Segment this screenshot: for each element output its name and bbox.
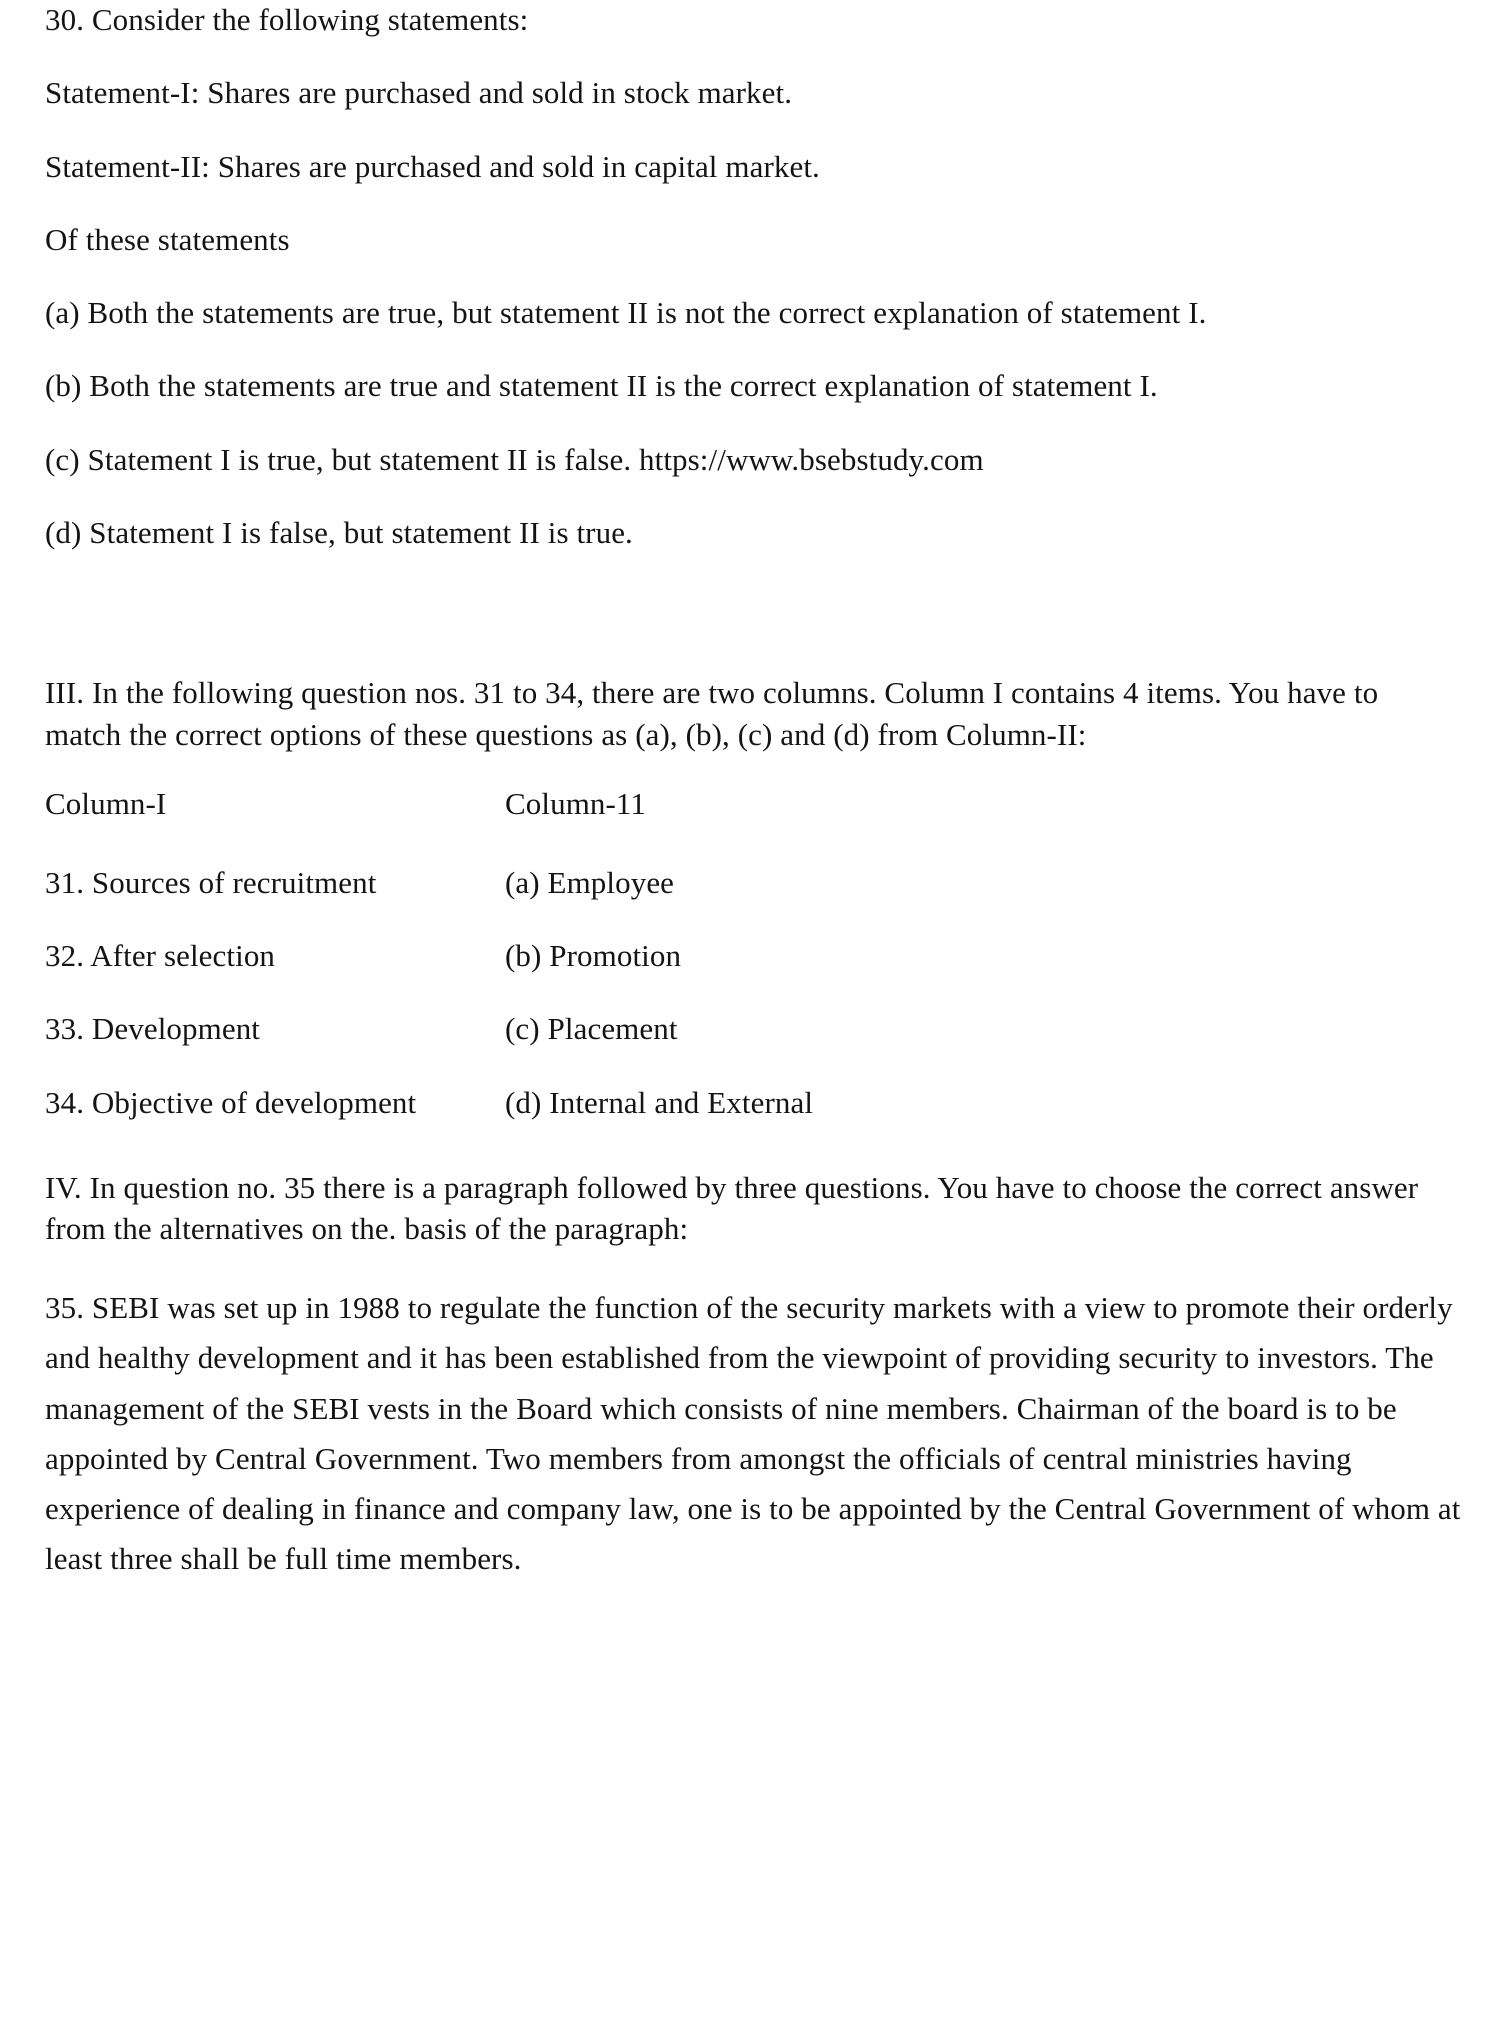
matching-table-header-row [45, 785, 1465, 864]
question-30-stem: 30. Consider the following statements: [45, 2, 529, 37]
section-iv-block [45, 1167, 1465, 1585]
question-30-option-a: (a) Both the statements are true, but statement II is not the correct explanation of statement I. [45, 295, 1207, 331]
column-i-header: Column-I [45, 785, 167, 821]
match-option-c: (c) Placement [505, 1011, 678, 1047]
question-30-statement-1: Statement-I: Shares are purchased and sold in stock market. [45, 75, 793, 111]
table-row [45, 1084, 1465, 1157]
section-iii-block [45, 672, 1465, 1156]
question-30-statement-2: Statement-II: Shares are purchased and sold in capital market. [45, 148, 820, 184]
question-30-option-b: (b) Both the statements are true and statement II is the correct explanation of statement I. [45, 368, 1158, 404]
match-item-32: 32. After selection [45, 938, 276, 974]
column-ii-header: Column-11 [505, 785, 646, 821]
question-30-lead-in: Of these statements [45, 221, 290, 257]
section-iv-instruction: IV. In question no. 35 there is a paragraph followed by three questions. You have to choose the correct answer from the alternatives on the. basis of the paragraph: [45, 1169, 1419, 1246]
match-option-a: (a) Employee [505, 865, 675, 900]
table-row [45, 1010, 1465, 1083]
question-30-block [45, 0, 1465, 553]
section-spacer [45, 586, 1465, 672]
table-row [45, 864, 1465, 937]
question-30-option-c: (c) Statement I is true, but statement II is false. https://www.bsebstudy.com [45, 441, 984, 477]
match-item-34: 34. Objective of development [45, 1084, 417, 1120]
section-iii-instruction: III. In the following question nos. 31 to 34, there are two columns. Column I contains 4 items. You have to match the correct options of these questions as (a), (b), (c) and (d) from Column-II: [45, 675, 1379, 752]
table-row [45, 937, 1465, 1010]
question-35-passage: 35. SEBI was set up in 1988 to regulate the function of the security markets with a view to promote their orderly and healthy development and it has been established from the viewpoint of providing security to investors. The management of the SEBI vests in the Board which consists of nine members. Chairman of the board is to be appointed by Central Government. Two members from amongst the officials of central ministries having experience of dealing in finance and company law, one is to be appointed by the Central Government of whom at least three shall be full time members. [45, 1290, 1461, 1577]
match-item-31: 31. Sources of recruitment [45, 865, 377, 900]
match-item-33: 33. Development [45, 1011, 261, 1047]
matching-table [45, 785, 1465, 1157]
question-30-option-d: (d) Statement I is false, but statement II is true. [45, 515, 633, 551]
match-option-b: (b) Promotion [505, 938, 682, 974]
match-option-d: (d) Internal and External [505, 1084, 814, 1120]
